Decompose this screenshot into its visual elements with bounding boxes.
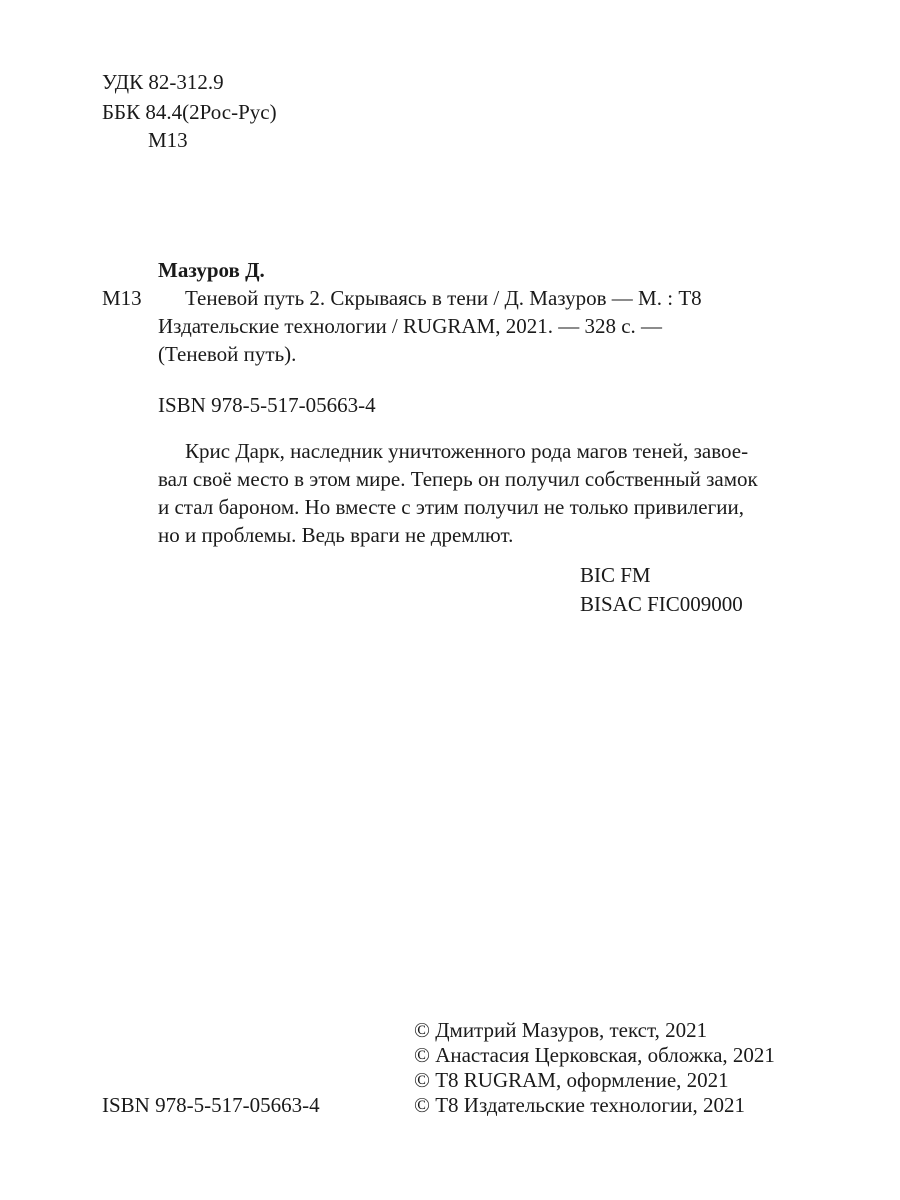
udk-code: УДК 82-312.9 xyxy=(102,70,224,94)
bibliographic-description-line-3: (Теневой путь). xyxy=(158,342,297,366)
annotation-line-2: вал своё место в этом мире. Теперь он получил собственный замок xyxy=(158,467,758,491)
copyright-design: © Т8 RUGRAM, оформление, 2021 xyxy=(414,1068,729,1092)
isbn-bottom: ISBN 978-5-517-05663-4 xyxy=(102,1093,320,1117)
bibliographic-description-line-1: Теневой путь 2. Скрываясь в тени / Д. Мазуров — М. : Т8 xyxy=(185,286,702,310)
bisac-code: BISAC FIC009000 xyxy=(580,592,743,616)
isbn-main: ISBN 978-5-517-05663-4 xyxy=(158,393,376,417)
copyright-publisher: © Т8 Издательские технологии, 2021 xyxy=(414,1093,745,1117)
annotation-line-3: и стал бароном. Но вместе с этим получил не только привилегии, xyxy=(158,495,744,519)
annotation-line-4: но и проблемы. Ведь враги не дремлют. xyxy=(158,523,514,547)
copyright-cover: © Анастасия Церковская, обложка, 2021 xyxy=(414,1043,775,1067)
bbk-code: ББК 84.4(2Рос-Рус) xyxy=(102,100,277,124)
author-name: Мазуров Д. xyxy=(158,258,265,282)
bic-code: BIC FM xyxy=(580,563,651,587)
copyright-text: © Дмитрий Мазуров, текст, 2021 xyxy=(414,1018,708,1042)
author-mark-side: М13 xyxy=(102,286,142,310)
author-mark: М13 xyxy=(148,128,188,152)
annotation-line-1: Крис Дарк, наследник уничтоженного рода магов теней, завое- xyxy=(185,439,749,463)
bibliographic-description-line-2: Издательские технологии / RUGRAM, 2021. — 328 с. — xyxy=(158,314,663,338)
